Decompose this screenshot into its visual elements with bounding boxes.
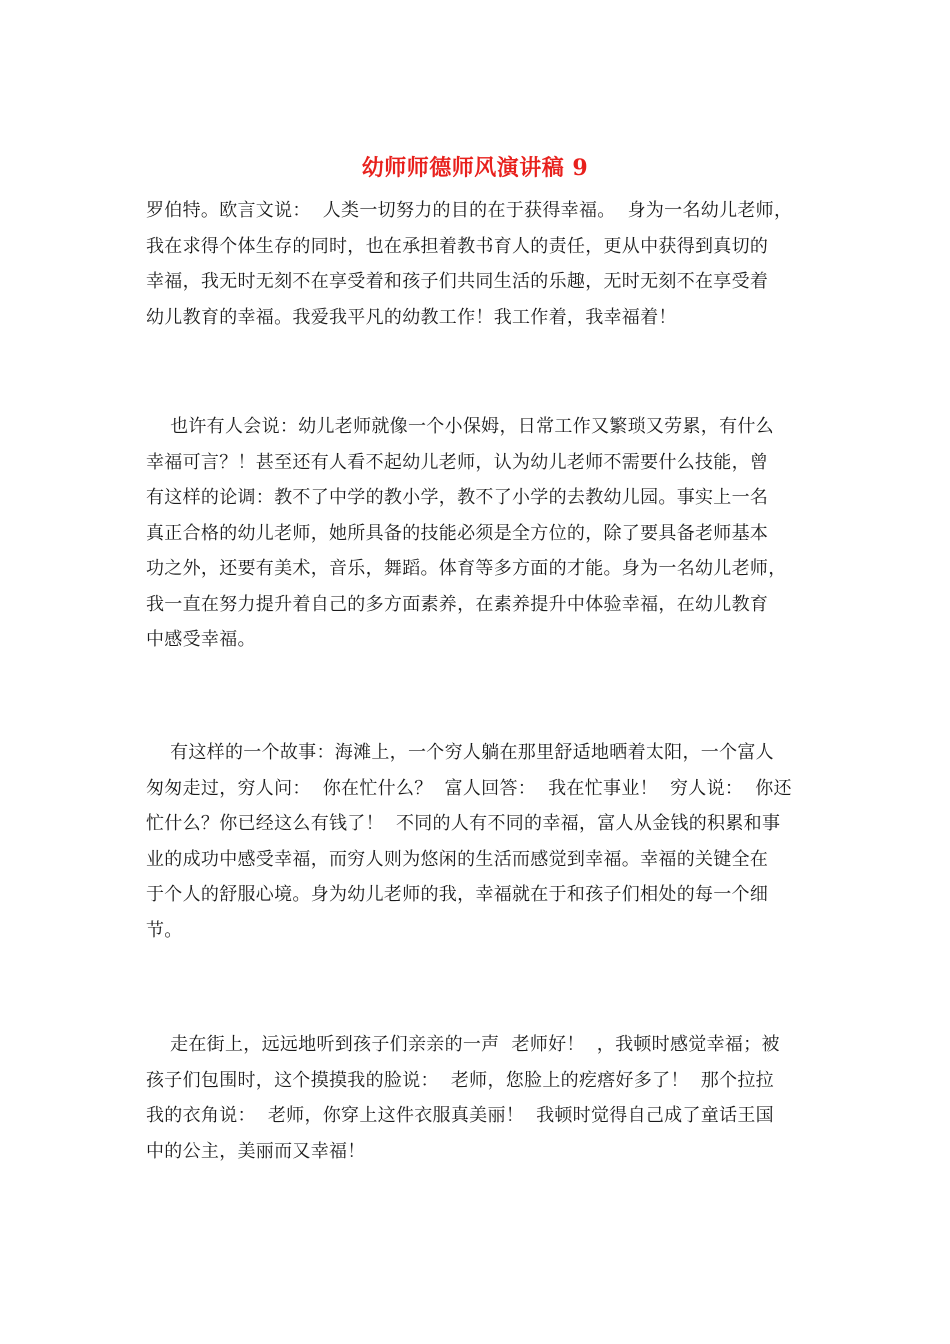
paragraph-line: 匆匆走过，穷人问： 你在忙什么？ 富人回答： 我在忙事业！ 穷人说： 你还 bbox=[146, 777, 792, 799]
paragraph-1 bbox=[146, 193, 814, 335]
paragraph-line: 忙什么？你已经这么有钱了！ 不同的人有不同的幸福，富人从金钱的积累和事 bbox=[146, 813, 781, 834]
paragraph-3 bbox=[146, 735, 814, 948]
paragraph-line: 于个人的舒服心境。身为幼儿老师的我，幸福就在于和孩子们相处的每一个细 bbox=[146, 884, 769, 905]
paragraph-line: 幼儿教育的幸福。我爱我平凡的幼教工作！我工作着，我幸福着！ bbox=[146, 306, 677, 328]
paragraph-line: 幸福，我无时无刻不在享受着和孩子们共同生活的乐趣，无时无刻不在享受着 bbox=[146, 271, 769, 292]
paragraph-line: 幸福可言？！甚至还有人看不起幼儿老师，认为幼儿老师不需要什么技能，曾 bbox=[146, 451, 769, 473]
paragraph-line: 罗伯特。欧言文说： 人类一切努力的目的在于获得幸福。 身为一名幼儿老师， bbox=[146, 200, 793, 221]
paragraph-line: 节。 bbox=[146, 919, 183, 941]
paragraph-line: 也许有人会说：幼儿老师就像一个小保姆，日常工作又繁琐又劳累，有什么 bbox=[146, 416, 774, 437]
paragraph-line: 走在街上，远远地听到孩子们亲亲的一声 老师好！ ，我顿时感觉幸福；被 bbox=[146, 1034, 780, 1055]
document-title: 幼师师德师风演讲稿 9 bbox=[361, 155, 589, 181]
paragraph-2 bbox=[146, 409, 814, 658]
paragraph-line: 我的衣角说： 老师，你穿上这件衣服真美丽！ 我顿时觉得自己成了童话王国 bbox=[146, 1105, 774, 1126]
paragraph-line: 我在求得个体生存的同时，也在承担着教书育人的责任，更从中获得到真切的 bbox=[146, 235, 769, 257]
paragraph-line: 孩子们包围时，这个摸摸我的脸说： 老师，您脸上的疙瘩好多了！ 那个拉拉 bbox=[146, 1069, 774, 1091]
paragraph-line: 业的成功中感受幸福，而穷人则为悠闲的生活而感觉到幸福。幸福的关键全在 bbox=[146, 848, 769, 870]
paragraph-line: 真正合格的幼儿老师，她所具备的技能必须是全方位的，除了要具备老师基本 bbox=[146, 522, 769, 544]
paragraph-4 bbox=[146, 1027, 814, 1169]
paragraph-line: 中感受幸福。 bbox=[146, 629, 256, 650]
paragraph-line: 中的公主，美丽而又幸福！ bbox=[146, 1140, 366, 1162]
paragraph-line: 我一直在努力提升着自己的多方面素养，在素养提升中体验幸福，在幼儿教育 bbox=[146, 593, 769, 615]
paragraph-line: 有这样的论调：教不了中学的教小学，教不了小学的去教幼儿园。事实上一名 bbox=[146, 487, 769, 508]
paragraph-line: 有这样的一个故事：海滩上，一个穷人躺在那里舒适地晒着太阳，一个富人 bbox=[146, 742, 774, 763]
paragraph-line: 功之外，还要有美术，音乐，舞蹈。体育等多方面的才能。身为一名幼儿老师， bbox=[146, 558, 787, 579]
